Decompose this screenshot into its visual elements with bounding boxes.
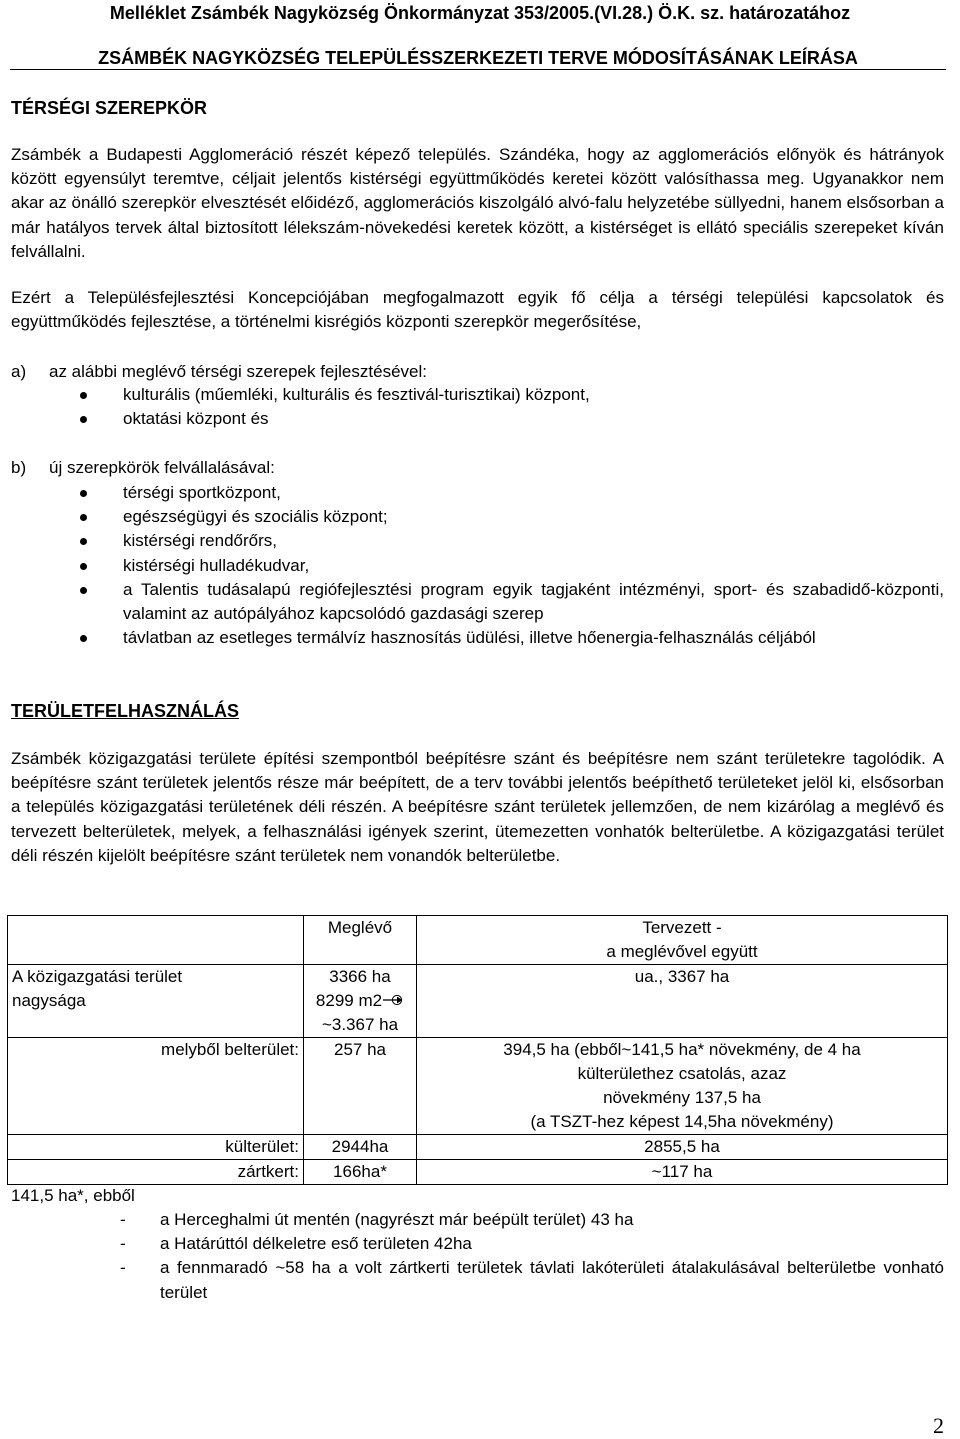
list-item xyxy=(80,554,944,578)
bullet-list-new-roles xyxy=(80,481,944,650)
list-marker: a) xyxy=(11,362,27,381)
dash-marker: - xyxy=(120,1258,126,1278)
list-item xyxy=(80,481,944,505)
cell-line: 394,5 ha (ebből~141,5 ha* növekmény, de 4 ha xyxy=(503,1040,861,1059)
bullet-dot-icon xyxy=(80,416,87,423)
table-cell: ua., 3367 ha xyxy=(417,965,948,1038)
list-marker: b) xyxy=(11,458,27,477)
paragraph-intro: Zsámbék a Budapesti Agglomeráció részét képező település. Szándéka, hogy az agglomerációs előnyök és hátrányok között egyensúlyt teremtve, céljait jelentős kistérségi együttműködés keretei között valósíthassa meg. Ugyanakkor nem akar az önálló szerepkör elvesztését előidéző, agglomerációs kiszolgáló alvó-falu helyzetébe süllyedni, hanem elsősorban a már hatályos tervek által biztosított lélekszám-növekedési keretek között, a kistérséget is ellátó speciális szerepeket kíván felvállalni. xyxy=(11,145,944,261)
list-item-b xyxy=(11,456,275,480)
bullet-dot-icon xyxy=(80,635,87,642)
paragraph-land-use: Zsámbék közigazgatási területe építési szempontból beépítésre szánt és beépítésre nem szánt területekre tagolódik. A beépítésre szánt területek jelentős része már beépített, de a terv további jelentős beépíthető területeket jelöl ki, elsősorban a település közigazgatási területének déli részén. A beépítésre szánt területek jellemzően, de nem kizárólag a meglévő és tervezett belterületek, melyek, a felhasználási igények szerint, ütemezetten vonhatók belterületbe. A közigazgatási terület déli részén kijelölt beépítésre szánt területek nem vonandók belterületbe. xyxy=(11,749,944,865)
table-cell: 166ha* xyxy=(304,1160,417,1185)
list-item-text: térségi sportközpont, xyxy=(123,483,281,502)
page-number: 2 xyxy=(933,1413,944,1438)
list-item-text: a fennmaradó ~58 ha a volt zártkerti területek távlati lakóterületi átalakulásával belterületbe vonható terület xyxy=(160,1258,944,1302)
list-item-text: kistérségi hulladékudvar, xyxy=(123,555,310,575)
table-cell: ~117 ha xyxy=(417,1160,948,1185)
cell-text: 8299 m2 xyxy=(315,991,383,1010)
bullet-dot-icon xyxy=(80,392,87,399)
table-header-planned xyxy=(417,916,948,965)
list-item xyxy=(80,578,944,626)
table-row-label: külterület: xyxy=(8,1135,304,1160)
cell-line: (a TSZT-hez képest 14,5ha növekmény) xyxy=(530,1112,834,1131)
table-cell: 2944ha xyxy=(304,1135,417,1160)
list-item-text: kulturális (műemléki, kulturális és fesztivál-turisztikai) központ, xyxy=(123,385,590,404)
table-row-label: zártkert: xyxy=(8,1160,304,1185)
cell-line: A közigazgatási terület xyxy=(12,967,183,986)
table-cell: 257 ha xyxy=(304,1038,417,1135)
cell-line: növekmény 137,5 ha xyxy=(603,1088,761,1107)
table-row xyxy=(8,965,948,1038)
list-item-a xyxy=(11,360,427,384)
list-item-text: a Talentis tudásalapú regiófejlesztési program egyik tagjaként intézményi, sport- és szabadidő-központi, valamint az autópályához kapcsolódó gazdasági szerep xyxy=(123,579,944,624)
bullet-list-existing-roles xyxy=(80,383,944,431)
bullet-dot-icon xyxy=(80,490,87,497)
list-item-text: az alábbi meglévő térségi szerepek fejlesztésével: xyxy=(49,362,427,381)
list-item-text: a Határúttól délkeletre eső területen 42ha xyxy=(160,1234,472,1254)
bullet-dot-icon xyxy=(80,514,87,521)
document-title: ZSÁMBÉK NAGYKÖZSÉG TELEPÜLÉSSZERKEZETI TERVE MÓDOSÍTÁSÁNAK LEÍRÁSA xyxy=(10,47,946,70)
table-header-line: Tervezett - xyxy=(642,918,722,937)
bullet-dot-icon xyxy=(80,563,87,570)
table-header-line: a meglévővel együtt xyxy=(606,942,758,961)
list-item-text: oktatási központ és xyxy=(123,409,269,429)
list-item xyxy=(80,383,944,407)
table-row-label: melyből belterület: xyxy=(8,1038,304,1135)
list-item-text: távlatban az esetleges termálvíz hasznosítás üdülési, illetve hőenergia-felhasználás céljából xyxy=(123,628,816,648)
table-cell xyxy=(304,965,417,1038)
paragraph-goals: Ezért a Településfejlesztési Koncepciójában megfogalmazott egyik fő célja a térségi települési kapcsolatok és együttműködés fejlesztése, a történelmi kisrégiós központi szerepkör megerősítése, xyxy=(11,288,944,332)
arrow-right-icon xyxy=(382,989,404,1013)
land-use-table xyxy=(7,915,948,1185)
cell-line: ~3.367 ha xyxy=(321,1015,399,1034)
list-item-text: kistérségi rendőrőrs, xyxy=(123,531,278,551)
table-header-existing: Meglévő xyxy=(304,916,417,965)
list-item xyxy=(80,626,944,650)
table-row xyxy=(8,1038,948,1135)
table-row xyxy=(8,916,948,965)
cell-line: nagysága xyxy=(12,991,86,1010)
list-item-text: egészségügyi és szociális központ; xyxy=(123,507,388,527)
table-cell: 2855,5 ha xyxy=(417,1135,948,1160)
list-item xyxy=(80,407,944,431)
table-cell xyxy=(417,1038,948,1135)
list-item xyxy=(80,505,944,529)
bullet-dot-icon xyxy=(80,538,87,545)
table-row-label xyxy=(8,965,304,1038)
table-row xyxy=(8,1135,948,1160)
section-heading-regional-role: TÉRSÉGI SZEREPKÖR xyxy=(11,98,208,118)
table-row xyxy=(8,1160,948,1185)
cell-line xyxy=(308,989,412,1013)
list-item-text: új szerepkörök felvállalásával: xyxy=(49,458,275,477)
footnote-title: 141,5 ha*, ebből xyxy=(11,1186,135,1205)
list-item xyxy=(120,1208,944,1232)
dash-marker: - xyxy=(120,1234,126,1254)
dash-marker: - xyxy=(120,1210,126,1229)
bullet-dot-icon xyxy=(80,587,87,594)
list-item-text: a Herceghalmi út mentén (nagyrészt már beépült terület) 43 ha xyxy=(160,1210,634,1229)
table-cell xyxy=(8,916,304,965)
cell-line: 3366 ha xyxy=(329,967,391,986)
footnote-list xyxy=(120,1208,944,1305)
list-item xyxy=(80,529,944,553)
document-header: Melléklet Zsámbék Nagyközség Önkormányzat 353/2005.(VI.28.) Ö.K. sz. határozatához xyxy=(109,3,851,23)
list-item xyxy=(120,1256,944,1304)
list-item xyxy=(120,1232,944,1256)
cell-line: külterülethez csatolás, azaz xyxy=(577,1064,787,1083)
section-heading-land-use: TERÜLETFELHASZNÁLÁS xyxy=(11,701,239,721)
